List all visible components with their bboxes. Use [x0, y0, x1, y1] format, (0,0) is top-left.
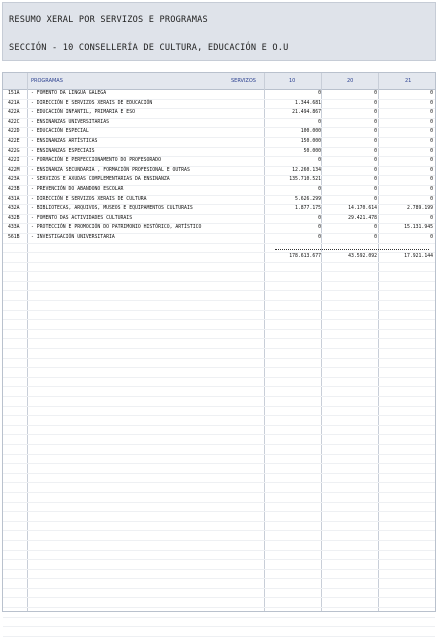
- row-value-20: 0: [374, 119, 377, 125]
- row-value-10: 0: [318, 225, 321, 231]
- row-value-10: 0: [318, 91, 321, 96]
- row-value-21: 2.789.199: [407, 206, 433, 212]
- row-code: 432A: [8, 206, 20, 212]
- row-value-20: 0: [374, 167, 377, 173]
- row-description: - BIBLIOTECAS, ARQUIVOS, MUSEOS E EQUIPAMENTOS CULTURAIS: [31, 206, 193, 212]
- table-row: [3, 90, 435, 100]
- row-value-21: 0: [430, 158, 433, 164]
- empty-row: [3, 618, 435, 628]
- table-row: [3, 176, 435, 186]
- table-row: [3, 244, 435, 254]
- row-value-20: 29.421.478: [348, 215, 377, 221]
- empty-row: [3, 320, 435, 330]
- empty-row: [3, 541, 435, 551]
- empty-row: [3, 301, 435, 311]
- row-value-20: 14.170.614: [348, 206, 377, 212]
- table-row: [3, 119, 435, 129]
- row-value-21: 0: [430, 129, 433, 135]
- totals-row: [3, 253, 435, 263]
- report-header: [2, 2, 436, 61]
- row-description: - EDUCACIÓN ESPECIAL: [31, 129, 89, 135]
- empty-row: [3, 368, 435, 378]
- row-value-10: 5.626.299: [295, 196, 321, 202]
- table-header: [3, 73, 435, 90]
- row-description: - SERVIZOS E AXUDAS COMPLEMENTARIAS DA ENSINANZA: [31, 177, 170, 183]
- row-value-20: 0: [374, 110, 377, 116]
- empty-row: [3, 608, 435, 618]
- empty-row: [3, 397, 435, 407]
- row-code: 423A: [8, 177, 20, 183]
- table-row: [3, 138, 435, 148]
- column-header-10: 10: [289, 78, 296, 84]
- row-description: - ENSINANZAS ARTÍSTICAS: [31, 138, 98, 144]
- empty-row: [3, 445, 435, 455]
- column-header-servizos: SERVIZOS: [231, 78, 256, 84]
- total-21: 17.921.144: [404, 254, 433, 260]
- empty-row: [3, 474, 435, 484]
- table-body: [3, 90, 435, 637]
- row-value-21: 0: [430, 91, 433, 96]
- table-row: [3, 100, 435, 110]
- row-value-21: 0: [430, 100, 433, 106]
- row-description: - EDUCACIÓN INFANTIL, PRIMARIA E ESO: [31, 110, 135, 116]
- row-description: - INVESTIGACIÓN UNIVERSITARIA: [31, 234, 115, 240]
- row-code: 422I: [8, 158, 20, 164]
- table-row: [3, 186, 435, 196]
- empty-row: [3, 464, 435, 474]
- row-code: 422D: [8, 129, 20, 135]
- row-value-10: 0: [318, 234, 321, 240]
- column-header-programas: PROGRAMAS: [31, 78, 63, 84]
- row-value-10: 150.000: [300, 138, 321, 144]
- empty-row: [3, 455, 435, 465]
- empty-row: [3, 272, 435, 282]
- row-code: 433A: [8, 225, 20, 231]
- row-description: - ENSINANZAS UNIVERSITARIAS: [31, 119, 109, 125]
- empty-row: [3, 551, 435, 561]
- table-row: [3, 167, 435, 177]
- empty-row: [3, 407, 435, 417]
- row-value-10: 0: [318, 186, 321, 192]
- row-value-21: 0: [430, 186, 433, 192]
- row-value-21: 0: [430, 167, 433, 173]
- empty-row: [3, 291, 435, 301]
- row-description: - DIRECCIÓN E SERVIZOS XERAIS DE EDUCACIÓN: [31, 100, 153, 106]
- empty-row: [3, 522, 435, 532]
- table-row: [3, 157, 435, 167]
- row-value-20: 0: [374, 100, 377, 106]
- row-code: 422E: [8, 138, 20, 144]
- report-title: RESUMO XERAL POR SERVIZOS E PROGRAMAS: [9, 15, 208, 25]
- table-row: [3, 234, 435, 244]
- row-code: 421A: [8, 100, 20, 106]
- row-value-21: 0: [430, 138, 433, 144]
- empty-row: [3, 426, 435, 436]
- table-row: [3, 215, 435, 225]
- table-row: [3, 148, 435, 158]
- row-value-10: 50.000: [303, 148, 321, 154]
- row-value-20: 0: [374, 91, 377, 96]
- empty-row: [3, 435, 435, 445]
- empty-row: [3, 416, 435, 426]
- row-value-20: 0: [374, 186, 377, 192]
- row-value-21: 0: [430, 196, 433, 202]
- row-value-20: 0: [374, 196, 377, 202]
- empty-row: [3, 589, 435, 599]
- row-value-20: 0: [374, 158, 377, 164]
- row-description: - FOMENTO DA LINGUA GALEGA: [31, 91, 107, 96]
- row-code: 422M: [8, 167, 20, 173]
- row-value-21: 0: [430, 119, 433, 125]
- row-value-10: 100.000: [300, 129, 321, 135]
- row-value-10: 135.710.521: [289, 177, 321, 183]
- empty-row: [3, 570, 435, 580]
- empty-row: [3, 503, 435, 513]
- row-description: - FORMACIÓN E PERFECCIONAMENTO DO PROFESORADO: [31, 158, 161, 164]
- table-row: [3, 196, 435, 206]
- row-value-10: 21.494.867: [292, 110, 321, 116]
- row-description: - ENSINANZA SECUNDARIA , FORMACIÓN PROFESIONAL E OUTRAS: [31, 167, 190, 173]
- row-description: - ENSINANZAS ESPECIAIS: [31, 148, 95, 154]
- row-code: 432B: [8, 215, 20, 221]
- table-row: [3, 224, 435, 234]
- column-header-20: 20: [347, 78, 354, 84]
- row-value-10: 1.344.681: [295, 100, 321, 106]
- total-20: 43.592.092: [348, 254, 377, 260]
- row-value-21: 0: [430, 234, 433, 240]
- row-value-20: 0: [374, 234, 377, 240]
- row-value-21: 0: [430, 177, 433, 183]
- section-title: SECCIÓN - 10 CONSELLERÍA DE CULTURA, EDUCACIÓN E O.U: [9, 43, 289, 53]
- row-value-21: 0: [430, 215, 433, 221]
- empty-row: [3, 359, 435, 369]
- row-value-10: 0: [318, 119, 321, 125]
- row-value-20: 0: [374, 129, 377, 135]
- empty-row: [3, 349, 435, 359]
- row-value-20: 0: [374, 138, 377, 144]
- empty-row: [3, 282, 435, 292]
- row-value-21: 0: [430, 148, 433, 154]
- empty-row: [3, 483, 435, 493]
- summary-table: [2, 72, 436, 612]
- empty-row: [3, 627, 435, 637]
- empty-row: [3, 579, 435, 589]
- empty-row: [3, 598, 435, 608]
- row-code: 422C: [8, 119, 20, 125]
- empty-row: [3, 531, 435, 541]
- empty-row: [3, 512, 435, 522]
- total-separator-line: [275, 249, 429, 250]
- row-value-20: 0: [374, 148, 377, 154]
- empty-row: [3, 493, 435, 503]
- row-value-21: 15.131.945: [404, 225, 433, 231]
- table-row: [3, 109, 435, 119]
- row-description: - FOMENTO DAS ACTIVIDADES CULTURAIS: [31, 215, 133, 221]
- row-value-10: 0: [318, 158, 321, 164]
- row-value-10: 1.877.175: [295, 206, 321, 212]
- row-code: 151A: [8, 91, 20, 96]
- row-description: - DIRECCIÓN E SERVIZOS XERAIS DE CULTURA: [31, 196, 147, 202]
- row-code: 423B: [8, 186, 20, 192]
- empty-row: [3, 560, 435, 570]
- row-value-20: 0: [374, 225, 377, 231]
- row-value-21: 0: [430, 110, 433, 116]
- row-value-20: 0: [374, 177, 377, 183]
- row-value-10: 12.260.134: [292, 167, 321, 173]
- empty-row: [3, 339, 435, 349]
- row-code: 561B: [8, 234, 20, 240]
- row-code: 422G: [8, 148, 20, 154]
- empty-row: [3, 330, 435, 340]
- row-code: 431A: [8, 196, 20, 202]
- empty-row: [3, 378, 435, 388]
- empty-row: [3, 311, 435, 321]
- empty-row: [3, 263, 435, 273]
- row-code: 422A: [8, 110, 20, 116]
- total-10: 178.613.677: [289, 254, 321, 260]
- row-value-10: 0: [318, 215, 321, 221]
- empty-row: [3, 387, 435, 397]
- table-row: [3, 128, 435, 138]
- row-description: - PROTECCIÓN E PROMOCIÓN DO PATRIMONIO HISTÓRICO, ARTÍSTICO: [31, 225, 202, 231]
- column-header-21: 21: [405, 78, 412, 84]
- table-row: [3, 205, 435, 215]
- row-description: - PREVENCIÓN DO ABANDONO ESCOLAR: [31, 186, 124, 192]
